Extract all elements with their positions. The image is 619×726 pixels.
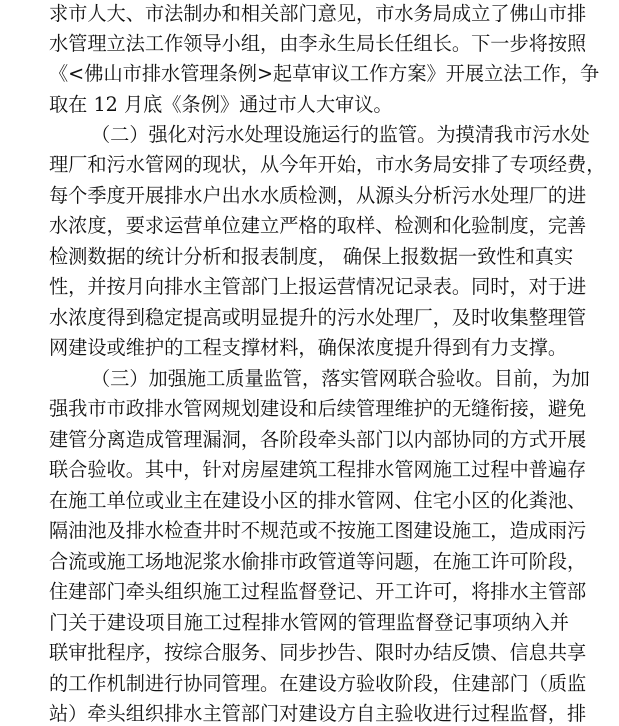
text-line: 性，并按月向排水主管部门上报运营情况记录表。同时，对于进: [49, 275, 587, 298]
text-line: 理厂和污水管网的现状，从今年开始，市水务局安排了专项经费，: [49, 153, 606, 176]
paragraph-heading-line: （三）加强施工质量监管，落实管网联合验收。目前，为加: [91, 367, 590, 390]
text-line: 合流或施工场地泥浆水偷排市政管道等问题，在施工许可阶段，: [49, 550, 587, 573]
text-line: 求市人大、市法制办和相关部门意见，市水务局成立了佛山市排: [49, 2, 587, 25]
text-line: 建管分离造成管理漏洞，各阶段牵头部门以内部协同的方式开展: [49, 428, 587, 451]
text-line: 隔油池及排水检查井时不规范或不按施工图建设施工，造成雨污: [49, 519, 587, 542]
text-line: 的工作机制进行协同管理。在建设方验收阶段，住建部门（质监: [49, 672, 587, 695]
text-line: 《<佛山市排水管理条例>起草审议工作方案》开展立法工作，争: [49, 62, 600, 85]
text-line: 在施工单位或业主在建设小区的排水管网、住宅小区的化粪池、: [49, 489, 587, 512]
text-line: 联合验收。其中，针对房屋建筑工程排水管网施工过程中普遍存: [49, 458, 587, 481]
paragraph-heading-line: （二）强化对污水处理设施运行的监管。为摸清我市污水处: [91, 123, 590, 146]
text-line: 门关于建设项目施工过程排水管网的管理监督登记事项纳入并: [49, 611, 569, 634]
text-line: 站）牵头组织排水主管部门对建设方自主验收进行过程监督，排: [49, 702, 587, 725]
text-line: 联审批程序，按综合服务、同步抄告、限时办结反馈、信息共享: [49, 641, 587, 664]
text-line: 水浓度，要求运营单位建立严格的取样、检测和化验制度，完善: [49, 214, 587, 237]
text-line: 水浓度得到稳定提高或明显提升的污水处理厂，及时收集整理管: [49, 306, 587, 329]
text-line: 强我市市政排水管网规划建设和后续管理维护的无缝衔接，避免: [49, 397, 587, 420]
text-line: 检测数据的统计分析和报表制度， 确保上报数据一致性和真实: [49, 245, 574, 268]
text-line: 水管理立法工作领导小组，由李永生局长任组长。下一步将按照: [49, 32, 587, 55]
text-line: 取在 12 月底《条例》通过市人大审议。: [49, 93, 393, 116]
text-line: 住建部门牵头组织施工过程监督登记、开工许可，将排水主管部: [49, 580, 587, 603]
text-line: 每个季度开展排水户出水水质检测，从源头分析污水处理厂的进: [49, 184, 587, 207]
text-line: 网建设或维护的工程支撑材料，确保浓度提升得到有力支撑。: [49, 336, 568, 359]
